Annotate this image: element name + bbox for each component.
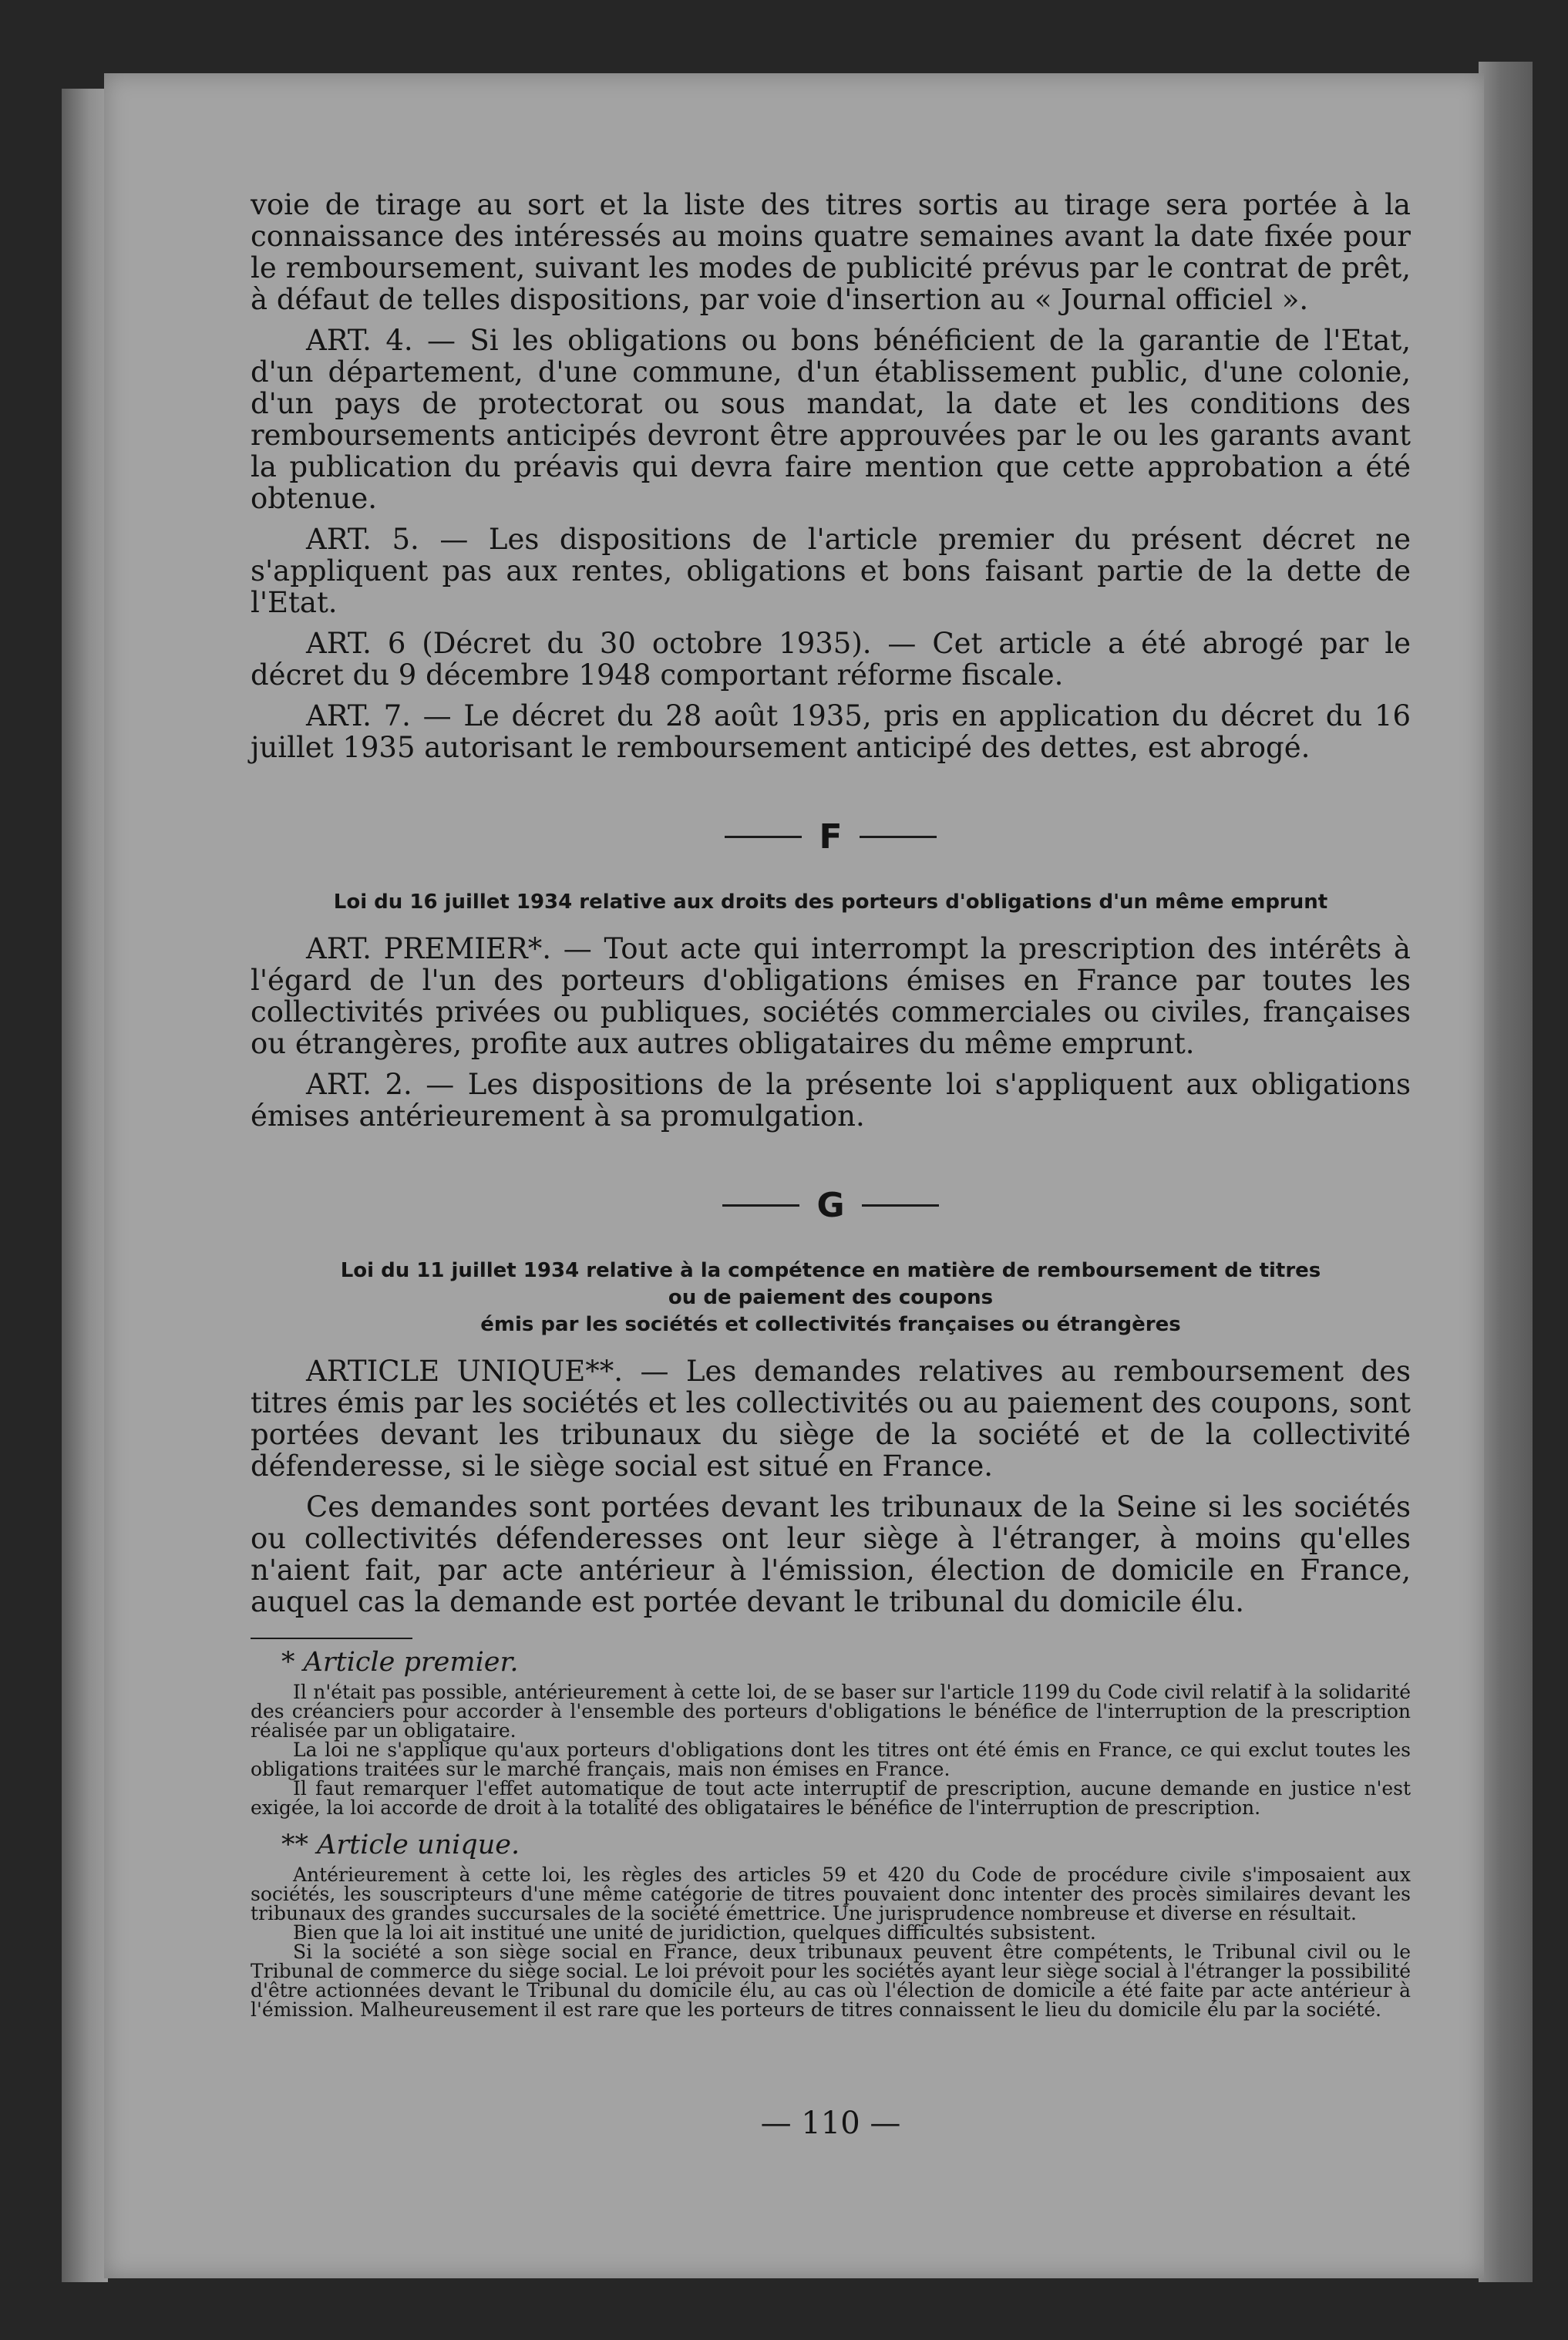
- paragraph-art4: ART. 4. — Si les obligations ou bons bénéficient de la garantie de l'Etat, d'un département, d'une commune, d'un établissement public, d'une colonie, d'un pays de protectorat ou sous mandat, la date et les conditions des remboursements anticipés devront être approuvées par le ou les garants avant la publication du préavis qui devra faire mention que cette approbation a été obtenue.: [251, 324, 1411, 515]
- footnote-1-paragraph: Il n'était pas possible, antérieurement à cette loi, de se baser sur l'article 1199 du Code civil relatif à la solidarité des créanciers pour accorder à l'ensemble des porteurs d'obligations le bénéfice de l'interruption de la prescription réalisée par un obligataire.: [251, 1681, 1411, 1742]
- footnote-2-paragraph: Antérieurement à cette loi, les règles des articles 59 et 420 du Code de procédure civile s'imposaient aux sociétés, les souscripteurs d'une même catégorie de titres pouvaient donc intenter des procès similaires devant les tribunaux des grandes succursales de la société émettrice. Une jurisprudence nombreuse et diverse en résultait.: [251, 1864, 1411, 1924]
- section-heading-g: [251, 1186, 1411, 1225]
- page-content: [251, 189, 1411, 2141]
- book-right-edge: [1479, 62, 1533, 2282]
- paragraph-art7: ART. 7. — Le décret du 28 août 1935, pris en application du décret du 16 juillet 1935 autorisant le remboursement anticipé des dettes, est abrogé.: [251, 699, 1411, 764]
- paragraph-g-second: Ces demandes sont portées devant les tribunaux de la Seine si les sociétés ou collectivités défenderesses ont leur siège à l'étranger, à moins qu'elles n'aient fait, par acte antérieur à l'émission, élection de domicile en France, auquel cas la demande est portée devant le tribunal du domicile élu.: [251, 1490, 1411, 1618]
- footnote-2: [251, 1830, 1411, 2019]
- footnote-2-paragraph: Bien que la loi ait institué une unité de juridiction, quelques difficultés subsistent.: [293, 1921, 1096, 1944]
- paragraph-art6: ART. 6 (Décret du 30 octobre 1935). — Cet article a été abrogé par le décret du 9 décembre 1948 comportant réforme fiscale.: [251, 627, 1411, 692]
- paragraph-f-art1: ART. PREMIER*. — Tout acte qui interrompt la prescription des intérêts à l'égard de l'un des porteurs d'obligations émises en France par toutes les collectivités privées ou publiques, sociétés commerciales ou civiles, françaises ou étrangères, profite aux autres obligataires du même emprunt.: [251, 932, 1411, 1060]
- heading-rule-left: [722, 1204, 799, 1207]
- law-title-g-line1: Loi du 11 juillet 1934 relative à la compétence en matière de remboursement de titres: [340, 1259, 1321, 1282]
- heading-rule-right: [860, 836, 937, 838]
- section-letter-g: G: [816, 1186, 845, 1225]
- law-title-g: [251, 1258, 1411, 1338]
- footnote-1-paragraph: La loi ne s'applique qu'aux porteurs d'obligations dont les titres ont été émis en France, ce qui exclut toutes les obligations traitées sur le marché français, mais non émises en France.: [251, 1739, 1411, 1780]
- footnote-2-paragraph: Si la société a son siège social en France, deux tribunaux peuvent être compétents, le Tribunal civil ou le Tribunal de commerce du siège social. Le loi prévoit pour les sociétés ayant leur siège social à l'étranger la possibilité d'être actionnées devant le Tribunal du domicile élu, au cas où l'élection de domicile a été faite par acte antérieur à l'émission. Malheureusement il est rare que les porteurs de titres connaissent le lieu du domicile élu par la société.: [251, 1941, 1411, 2021]
- paragraph-f-art2: ART. 2. — Les dispositions de la présente loi s'appliquent aux obligations émises antérieurement à sa promulgation.: [251, 1068, 1411, 1133]
- paragraph-art5: ART. 5. — Les dispositions de l'article premier du présent décret ne s'appliquent pas aux rentes, obligations et bons faisant partie de la dette de l'Etat.: [251, 523, 1411, 619]
- heading-rule-right: [862, 1204, 939, 1207]
- law-title-g-line3: émis par les sociétés et collectivités françaises ou étrangères: [480, 1313, 1181, 1336]
- footnote-1-heading: * Article premier.: [281, 1647, 519, 1678]
- book-left-edge: [62, 89, 108, 2282]
- footnote-separator: [251, 1638, 412, 1639]
- section-heading-f: [251, 817, 1411, 857]
- paragraph-continuation: voie de tirage au sort et la liste des titres sortis au tirage sera portée à la connaissance des intéressés au moins quatre semaines avant la date fixée pour le remboursement, suivant les modes de publicité prévus par le contrat de prêt, à défaut de telles dispositions, par voie d'insertion au « Journal officiel ».: [251, 188, 1411, 316]
- heading-rule-left: [725, 836, 802, 838]
- paragraph-g-article-unique: ARTICLE UNIQUE**. — Les demandes relatives au remboursement des titres émis par les sociétés et les collectivités ou au paiement des coupons, sont portées devant les tribunaux du siège de la société et de la collectivité défenderesse, si le siège social est situé en France.: [251, 1355, 1411, 1483]
- page-number: — 110 —: [760, 2106, 901, 2141]
- section-letter-f: F: [819, 817, 843, 857]
- footnote-1: [251, 1647, 1411, 1817]
- law-title-g-line2: ou de paiement des coupons: [668, 1286, 994, 1309]
- law-title-f: Loi du 16 juillet 1934 relative aux droits des porteurs d'obligations d'un même emprunt: [333, 891, 1328, 914]
- footnote-2-heading: ** Article unique.: [281, 1830, 520, 1860]
- footnote-1-paragraph: Il faut remarquer l'effet automatique de tout acte interruptif de prescription, aucune demande en justice n'est exigée, la loi accorde de droit à la totalité des obligataires le bénéfice de l'interruption de prescription.: [251, 1777, 1411, 1819]
